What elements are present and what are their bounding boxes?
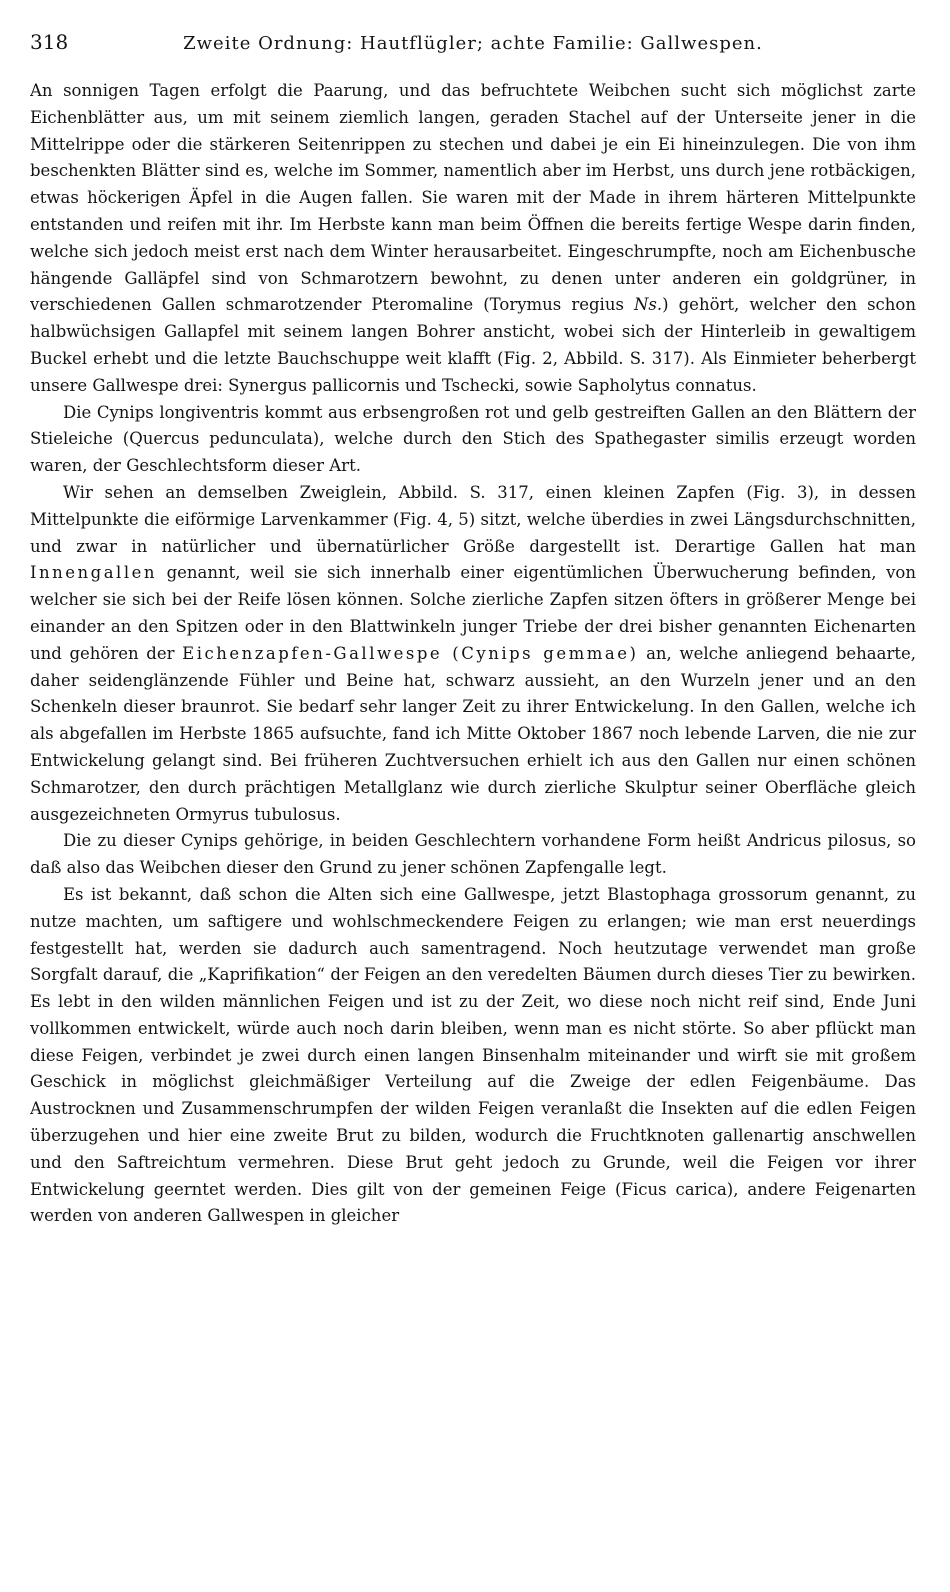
paragraph bbox=[30, 400, 916, 480]
emphasized-term: Innengallen bbox=[30, 563, 158, 583]
text-run: Wir sehen an demselben Zweiglein, Abbild. S. 317, einen kleinen Zapfen (Fig. 3), in dessen Mittelpunkte die eiförmige Larvenkammer (Fig. 4, 5) sitzt, welche überdies in zwei Längsdurchschnitten, und zwar in natürlicher und übernatürlicher Größe dargestellt ist. Derartige Gallen hat man bbox=[30, 482, 916, 556]
author-abbreviation: Ns. bbox=[633, 295, 663, 315]
text-run: Die Cynips longiventris kommt aus erbsengroßen rot und gelb gestreiften Gallen an den Blättern der Stieleiche (Quercus pedunculata), welche durch den Stich des Spathegaster similis erzeugt worden waren, der Geschlechtsform dieser Art. bbox=[30, 402, 916, 476]
text-run: an, welche anliegend behaarte, daher seidenglänzende Fühler und Beine hat, schwarz aussieht, an den Wurzeln jener und an den Schenkeln dieser braunrot. Sie bedarf sehr langer Zeit zu ihrer Entwickelung. In den Gallen, welche ich als abgefallen im Herbste 1865 aufsuchte, fand ich Mitte Oktober 1867 noch lebende Larven, die nie zur Entwickelung gelangt sind. Bei früheren Zuchtversuchen erhielt ich aus den Gallen nur einen schönen Schmarotzer, den durch prächtigen Metallglanz wie durch zierliche Skulptur seiner Oberfläche gleich ausgezeichneten Ormyrus tubulosus. bbox=[30, 643, 916, 824]
page-number: 318 bbox=[30, 30, 69, 54]
text-run: Die zu dieser Cynips gehörige, in beiden Geschlechtern vorhandene Form heißt Andricus pilosus, so daß also das Weibchen dieser den Grund zu jener schönen Zapfengalle legt. bbox=[30, 831, 916, 878]
paragraph bbox=[30, 78, 916, 400]
paragraph bbox=[30, 882, 916, 1230]
book-page bbox=[30, 30, 916, 1570]
emphasized-term: Eichenzapfen-Gallwespe (Cynips gemmae) bbox=[182, 643, 639, 663]
text-run: An sonnigen Tagen erfolgt die Paarung, und das befruchtete Weibchen sucht sich möglichst zarte Eichenblätter aus, um mit seinem ziemlich langen, geraden Stachel auf der Unterseite jener in die Mittelrippe oder die stärkeren Seitenrippen zu stechen und dabei je ein Ei hineinzulegen. Die von ihm beschenkten Blätter sind es, welche im Sommer, namentlich aber im Herbst, uns durch jene rotbäckigen, etwas höckerigen Äpfel in die Augen fallen. Sie waren mit der Made in ihrem härteren Mittelpunkte entstanden und reifen mit ihr. Im Herbste kann man beim Öffnen die bereits fertige Wespe darin finden, welche sich jedoch meist erst nach dem Winter herausarbeitet. Eingeschrumpfte, noch am Eichenbusche hängende Galläpfel sind von Schmarotzern bewohnt, zu denen unter anderen ein goldgrüner, in verschiedenen Gallen schmarotzender Pteromaline (Torymus regius bbox=[30, 81, 916, 315]
text-run: ) gehört, welcher den schon halbwüchsigen Gallapfel mit seinem langen Bohrer ansticht, wobei sich der Hinterleib in gewaltigem Buckel erhebt und die letzte Bauchschuppe weit klafft (Fig. 2, Abbild. S. 317). Als Einmieter beherbergt unsere Gallwespe drei: Synergus pallicornis und Tschecki, sowie Sapholytus connatus. bbox=[30, 295, 916, 395]
text-run: genannt, weil sie sich innerhalb einer eigentümlichen Überwucherung befinden, von welcher sie sich bei der Reife lösen können. Solche zierliche Zapfen sitzen öfters in größerer Menge bei einander an den Spitzen oder in den Blattwinkeln junger Triebe der drei bisher genannten Eichenarten und gehören der bbox=[30, 563, 916, 663]
body-text bbox=[30, 78, 916, 1230]
running-head bbox=[30, 30, 916, 70]
paragraph bbox=[30, 828, 916, 882]
paragraph bbox=[30, 480, 916, 828]
text-run: Es ist bekannt, daß schon die Alten sich eine Gallwespe, jetzt Blastophaga grossorum genannt, zu nutze machten, um saftigere und wohlschmeckendere Feigen zu erlangen; wie man erst neuerdings festgestellt hat, werden sie dadurch auch samentragend. Noch heutzutage verwendet man große Sorgfalt darauf, die „Kaprifikation“ der Feigen an den veredelten Bäumen durch dieses Tier zu bewirken. Es lebt in den wilden männlichen Feigen und ist zu der Zeit, wo diese noch nicht reif sind, Ende Juni vollkommen entwickelt, würde auch noch darin bleiben, wenn man es nicht störte. So aber pflückt man diese Feigen, verbindet je zwei durch einen langen Binsenhalm miteinander und wirft sie mit großem Geschick in möglichst gleichmäßiger Verteilung auf die Zweige der edlen Feigenbäume. Das Austrocknen und Zusammenschrumpfen der wilden Feigen veranlaßt die Insekten auf die edlen Feigen überzugehen und hier eine zweite Brut zu bilden, wodurch die Fruchtknoten gallenartig anschwellen und den Saftreichtum vermehren. Diese Brut geht jedoch zu Grunde, weil die Feigen vor ihrer Entwickelung geerntet werden. Dies gilt von der gemeinen Feige (Ficus carica), andere Feigenarten werden von anderen Gallwespen in gleicher bbox=[30, 884, 916, 1226]
running-title: Zweite Ordnung: Hautflügler; achte Familie: Gallwespen. bbox=[183, 33, 763, 54]
